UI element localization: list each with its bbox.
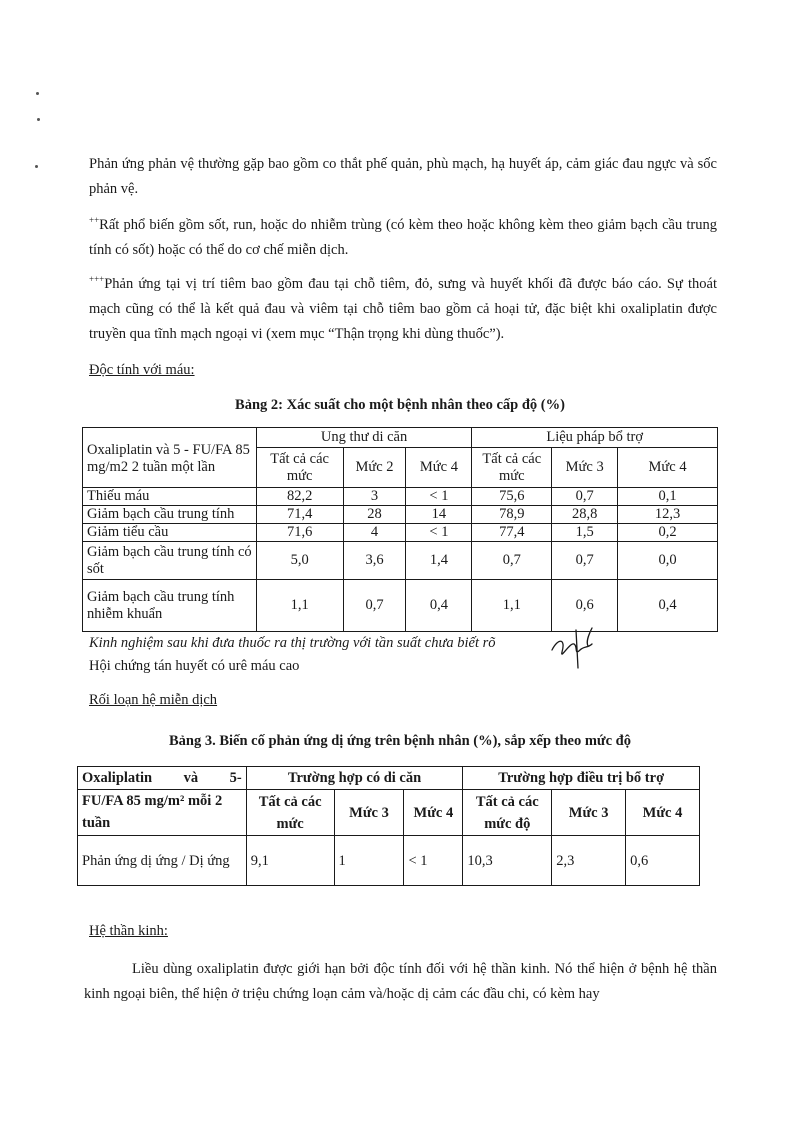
table-allergic-reactions bbox=[77, 766, 700, 886]
scan-speck bbox=[37, 118, 40, 121]
table-cell: < 1 bbox=[406, 488, 472, 506]
table-row bbox=[78, 836, 700, 886]
paragraph-fever-text: Rất phổ biến gồm sốt, run, hoặc do nhiễm trùng (có kèm theo hoặc không kèm theo giảm bạch cầu trung tính có sốt) hoặc có thể do cơ chế miễn dịch. bbox=[89, 217, 717, 258]
table3-subheader: Mức 3 bbox=[334, 790, 404, 836]
table-cell: 3 bbox=[343, 488, 406, 506]
table-cell: 14 bbox=[406, 506, 472, 524]
table-cell: 5,0 bbox=[256, 542, 343, 580]
table-cell: 4 bbox=[343, 524, 406, 542]
section-heading-nervous: Hệ thần kinh: bbox=[89, 923, 168, 939]
paragraph-neurotoxicity: Liều dùng oxaliplatin được giới hạn bởi độc tính đối với hệ thần kinh. Nó thể hiện ở bệnh hệ thần kinh ngoại biên, thể hiện ở triệu chứng loạn cảm và/hoặc dị cảm các đầu chi, có kèm hay bbox=[84, 961, 717, 1002]
scan-speck bbox=[35, 165, 38, 168]
table-cell: 0,4 bbox=[618, 580, 718, 632]
table-cell: 3,6 bbox=[343, 542, 406, 580]
table-row bbox=[83, 506, 718, 524]
table-cell: 0,7 bbox=[472, 542, 552, 580]
table2-subheader: Mức 4 bbox=[618, 448, 718, 488]
section-heading-immune: Rối loạn hệ miễn dịch bbox=[89, 692, 218, 708]
table2-corner-header: Oxaliplatin và 5 - FU/FA 85 mg/m2 2 tuần một lần bbox=[83, 428, 257, 488]
table-cell: 0,0 bbox=[618, 542, 718, 580]
table-cell: 10,3 bbox=[463, 836, 552, 886]
table-cell: 1,5 bbox=[552, 524, 618, 542]
table-row bbox=[83, 524, 718, 542]
table-cell: 9,1 bbox=[246, 836, 334, 886]
row-label: Giảm bạch cầu trung tính nhiễm khuẩn bbox=[83, 580, 257, 632]
table3-caption: Bảng 3. Biến cố phản ứng dị ứng trên bệnh nhân (%), sắp xếp theo mức độ bbox=[169, 733, 631, 749]
table2-group-adjuvant: Liệu pháp bổ trợ bbox=[472, 428, 718, 448]
table-cell: 0,6 bbox=[626, 836, 700, 886]
postmarket-item: Hội chứng tán huyết có urê máu cao bbox=[89, 658, 300, 674]
table2-subheader: Mức 2 bbox=[343, 448, 406, 488]
table-cell: 71,4 bbox=[256, 506, 343, 524]
section-heading-blood: Độc tính với máu: bbox=[89, 362, 195, 378]
table-cell: 1,4 bbox=[406, 542, 472, 580]
table-cell: 75,6 bbox=[472, 488, 552, 506]
table-cell: 1 bbox=[334, 836, 404, 886]
table2-caption: Bảng 2: Xác suất cho một bệnh nhân theo cấp độ (%) bbox=[235, 397, 565, 413]
table2-subheader: Tất cả các mức bbox=[256, 448, 343, 488]
footnote-marker: ++ bbox=[89, 215, 100, 225]
table3-subheader: Tất cả các mức bbox=[246, 790, 334, 836]
table-cell: 28,8 bbox=[552, 506, 618, 524]
table-row bbox=[83, 488, 718, 506]
table3-subheader: Mức 3 bbox=[552, 790, 626, 836]
row-label: Thiếu máu bbox=[83, 488, 257, 506]
table-cell: 77,4 bbox=[472, 524, 552, 542]
table2-group-metastatic: Ung thư di căn bbox=[256, 428, 472, 448]
paragraph-fever bbox=[89, 213, 717, 263]
table-cell: 0,6 bbox=[552, 580, 618, 632]
row-label: Giảm bạch cầu trung tính bbox=[83, 506, 257, 524]
table-cell: 78,9 bbox=[472, 506, 552, 524]
table-cell: 0,2 bbox=[618, 524, 718, 542]
row-label: Giảm tiểu cầu bbox=[83, 524, 257, 542]
table-cell: 2,3 bbox=[552, 836, 626, 886]
table3-group-metastatic: Trường hợp có di căn bbox=[246, 767, 463, 790]
table-cell: 1,1 bbox=[472, 580, 552, 632]
table-cell: 71,6 bbox=[256, 524, 343, 542]
table-cell: 12,3 bbox=[618, 506, 718, 524]
table-cell: 28 bbox=[343, 506, 406, 524]
table-cell: < 1 bbox=[406, 524, 472, 542]
table-cell: 1,1 bbox=[256, 580, 343, 632]
row-label: Giảm bạch cầu trung tính có sốt bbox=[83, 542, 257, 580]
table-cell: 0,1 bbox=[618, 488, 718, 506]
table2-subheader: Tất cả các mức bbox=[472, 448, 552, 488]
paragraph-injection-site bbox=[89, 272, 717, 347]
postmarket-note: Kinh nghiệm sau khi đưa thuốc ra thị trường với tần suất chưa biết rõ bbox=[89, 635, 496, 651]
table3-subheader: Mức 4 bbox=[404, 790, 463, 836]
table3-subheader: Mức 4 bbox=[626, 790, 700, 836]
table3-group-adjuvant: Trường hợp điều trị bổ trợ bbox=[463, 767, 700, 790]
paragraph-anaphylaxis: Phản ứng phản vệ thường gặp bao gồm co thắt phế quản, phù mạch, hạ huyết áp, cảm giác đau ngực và sốc phản vệ. bbox=[89, 156, 717, 197]
table-row bbox=[83, 542, 718, 580]
table3-subheader: Tất cả các mức độ bbox=[463, 790, 552, 836]
signature-mark bbox=[548, 620, 608, 670]
table2-subheader: Mức 3 bbox=[552, 448, 618, 488]
table-cell: 0,7 bbox=[552, 542, 618, 580]
footnote-marker: +++ bbox=[89, 274, 105, 284]
table-row bbox=[83, 580, 718, 632]
table-cell: 0,7 bbox=[552, 488, 618, 506]
table-cell: 0,4 bbox=[406, 580, 472, 632]
row-label: Phản ứng dị ứng / Dị ứng bbox=[78, 836, 247, 886]
paragraph-injection-site-text: Phản ứng tại vị trí tiêm bao gồm đau tại chỗ tiêm, đỏ, sưng và huyết khối đã được báo cáo. Sự thoát mạch cũng có thể là kết quả đau và viêm tại chỗ tiêm bao gồm cả hoại tử, đặc biệt khi oxaliplatin được truyền qua tĩnh mạch ngoại vi (xem mục “Thận trọng khi dùng thuốc”). bbox=[89, 276, 717, 342]
scan-speck bbox=[36, 92, 39, 95]
table-cell: 82,2 bbox=[256, 488, 343, 506]
table-cell: < 1 bbox=[404, 836, 463, 886]
table-hematologic-toxicity bbox=[82, 427, 718, 632]
table3-corner-header-line1: Oxaliplatin và 5- bbox=[78, 767, 247, 790]
table2-subheader: Mức 4 bbox=[406, 448, 472, 488]
table3-corner-header-line2: FU/FA 85 mg/m² mỗi 2 tuần bbox=[78, 790, 247, 836]
table-cell: 0,7 bbox=[343, 580, 406, 632]
